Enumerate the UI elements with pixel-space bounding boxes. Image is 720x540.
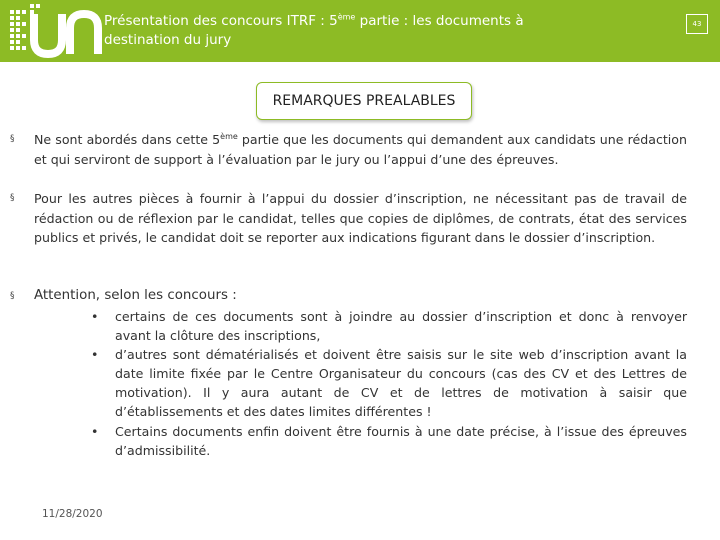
section-bullet-icon: §: [10, 134, 15, 144]
paragraph-attention: [10, 286, 687, 306]
page-number-badge: 43: [686, 14, 708, 34]
slide-title: Présentation des concours ITRF : 5ème partie : les documents à destination du jury: [104, 12, 524, 48]
paragraph-other-documents: [10, 189, 687, 248]
paragraph-text: Ne sont abordés dans cette 5ème partie que les documents qui demandent aux candidats une rédaction et qui serviront de support à l’évaluation par le jury ou l’appui d’une des épreuves.: [34, 131, 687, 167]
section-bullet-icon: §: [10, 193, 15, 203]
university-logo: [10, 4, 102, 58]
paragraph-text: Attention, selon les concours :: [34, 288, 237, 303]
bullet-dot-icon: •: [91, 424, 99, 439]
section-bullet-icon: §: [10, 291, 15, 301]
footer-date: 11/28/2020: [42, 508, 103, 520]
header-bar: [0, 0, 720, 62]
bullet-dot-icon: •: [91, 347, 99, 362]
section-title: REMARQUES PREALABLES: [272, 93, 456, 109]
list-item-text: Certains documents enfin doivent être fournis à une date précise, à l’issue des épreuves d’admissibilité.: [115, 424, 687, 458]
bullet-dot-icon: •: [91, 309, 99, 324]
list-item: [91, 422, 687, 460]
list-item-text: certains de ces documents sont à joindre au dossier d’inscription et donc à renvoyer avant la clôture des inscriptions,: [115, 309, 687, 343]
section-title-box: [256, 82, 472, 120]
list-item-text: d’autres sont dématérialisés et doivent être saisis sur le site web d’inscription avant la date limite fixée par le Centre Organisateur du concours (cas des CV et des Lettres de motivation). Il y aura autant de CV et de lettres de motivation à saisir que d’établissements et des dates limites différentes !: [115, 347, 687, 419]
paragraph-scope: [10, 130, 687, 169]
list-item: [91, 307, 687, 345]
paragraph-text: Pour les autres pièces à fournir à l’appui du dossier d’inscription, ne nécessitant pas de travail de rédaction ou de réflexion par le candidat, telles que copies de diplômes, de contrats, état des services publics et privés, le candidat doit se reporter aux indications figurant dans le dossier d’inscription.: [34, 191, 687, 245]
list-item: [91, 345, 687, 421]
